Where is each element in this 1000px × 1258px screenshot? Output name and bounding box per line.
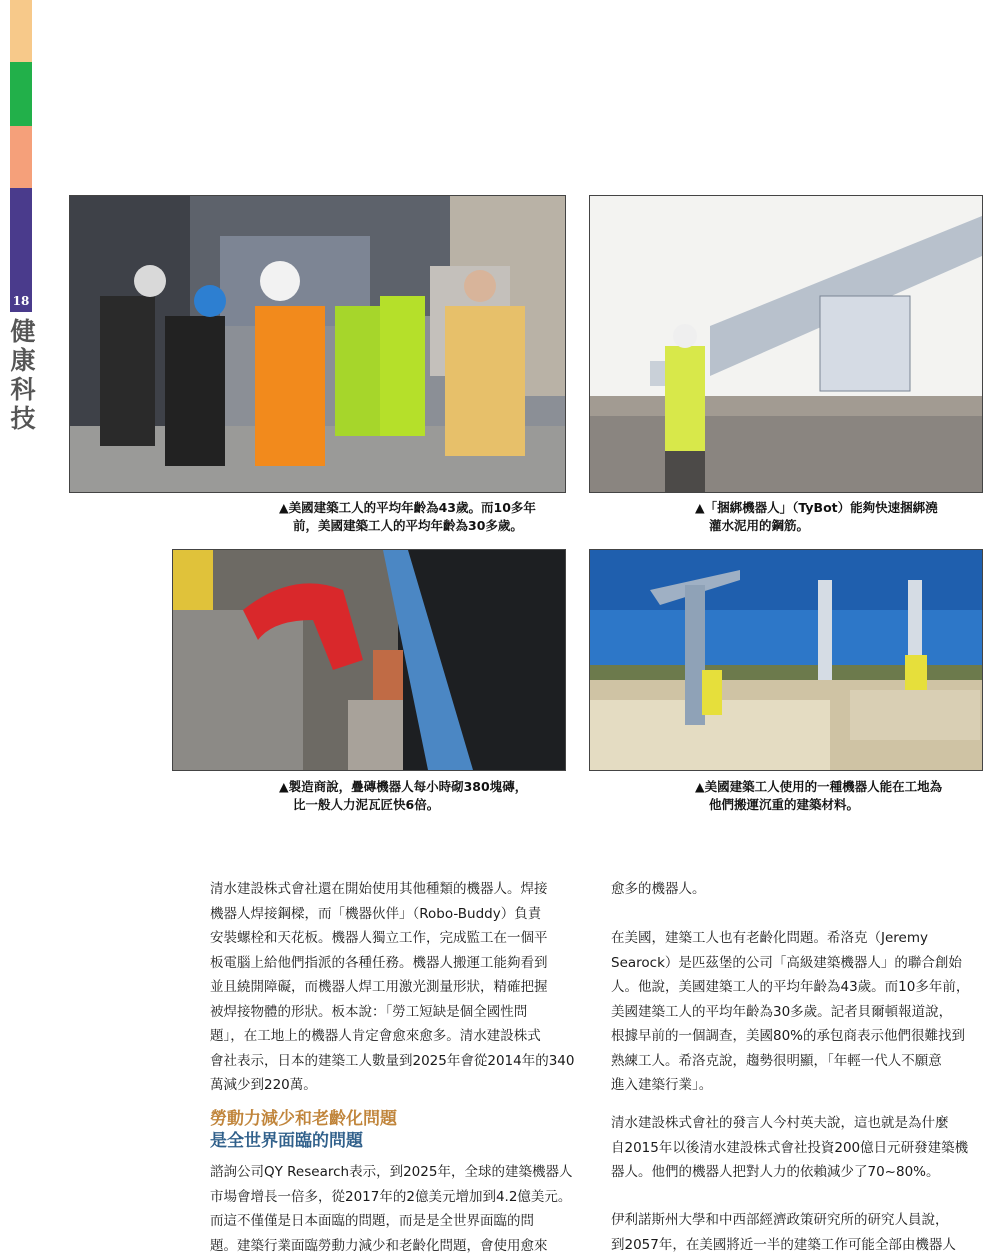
section-title: 健康科技: [7, 318, 36, 434]
color-tab-orange: [10, 0, 32, 62]
heading-line-2: 是全世界面臨的問題: [210, 1131, 363, 1151]
caption-lifting: ▲美國建築工人使用的一種機器人能在工地為 他們搬運沉重的建築材料。: [695, 779, 943, 812]
page-number: 18: [10, 290, 32, 312]
tybot-photo: [589, 195, 983, 493]
heading-line-1: 勞動力減少和老齡化問題: [210, 1109, 397, 1129]
lifting-robot-photo: [589, 549, 983, 771]
caption-bricklaying: ▲製造商說，疊磚機器人每小時砌380塊磚， 比一般人力泥瓦匠快6倍。: [279, 779, 528, 812]
left-paragraph-1: 清水建設株式會社還在開始使用其他種類的機器人。焊接 機器人焊接鋼樑，而「機器伙伴」（Robo-Buddy）負責 安裝螺栓和天花板。機器人獨立工作，完成監工在一個平 板電腦上給他們指派的各種任務。機器人搬運工能夠看到 並且繞開障礙，而機器人焊工用激光測量形狀，精確把握 被焊接物體的形狀。板本說：「勞工短缺是個全國性問 題」，在工地上的機器人肯定會愈來愈多。清水建設株式 會社表示，日本的建築工人數量到2025年會從2014年的340 萬減少到220萬。: [210, 881, 575, 1093]
right-paragraph-4: 伊利諾斯州大學和中西部經濟政策研究所的研究人員說， 到2057年，在美國將近一半的建築工作可能全部由機器人: [611, 1212, 956, 1253]
right-paragraph-3: 清水建設株式會社的發言人今村英夫說，這也就是為什麼 自2015年以後清水建設株式會社投資200億日元研發建築機 器人。他們的機器人把對人力的依賴減少了70~80%。: [611, 1115, 969, 1180]
caption-workers-age: ▲美國建築工人的平均年齡為43歲。而10多年 前，美國建築工人的平均年齡為30多歲。: [279, 500, 536, 533]
bricklaying-robot-photo: [172, 549, 566, 771]
color-tab-purple: [10, 188, 32, 290]
color-tab-green: [10, 62, 32, 126]
right-paragraph-1: 愈多的機器人。: [611, 881, 706, 897]
color-tab-salmon: [10, 126, 32, 188]
right-paragraph-2: 在美國，建築工人也有老齡化問題。希洛克（Jeremy Searock）是匹茲堡的公司「高級建築機器人」的聯合創始 人。他說，美國建築工人的平均年齡為43歲。而10多年前， 美國建築工人的平均年齡為30多歲。記者貝爾頓報道說， 根據早前的一個調查，美國80%的承包商表示他們很難找到 熟練工人。希洛克說，趨勢很明顯，「年輕一代人不願意 進入建築行業」。: [611, 930, 970, 1093]
construction-workers-photo: [69, 195, 566, 493]
left-paragraph-2: 諮詢公司QY Research表示，到2025年，全球的建築機器人 市場會增長一倍多，從2017年的2億美元增加到4.2億美元。 而這不僅僅是日本面臨的問題，而是是全世界面臨的問 題。建築行業面臨勞動力減少和老齡化問題，會使用愈來: [210, 1164, 573, 1254]
caption-tybot: ▲「捆綁機器人」（TyBot）能夠快速捆綁澆 灌水泥用的鋼筋。: [695, 500, 938, 533]
section-heading: [210, 1108, 397, 1152]
